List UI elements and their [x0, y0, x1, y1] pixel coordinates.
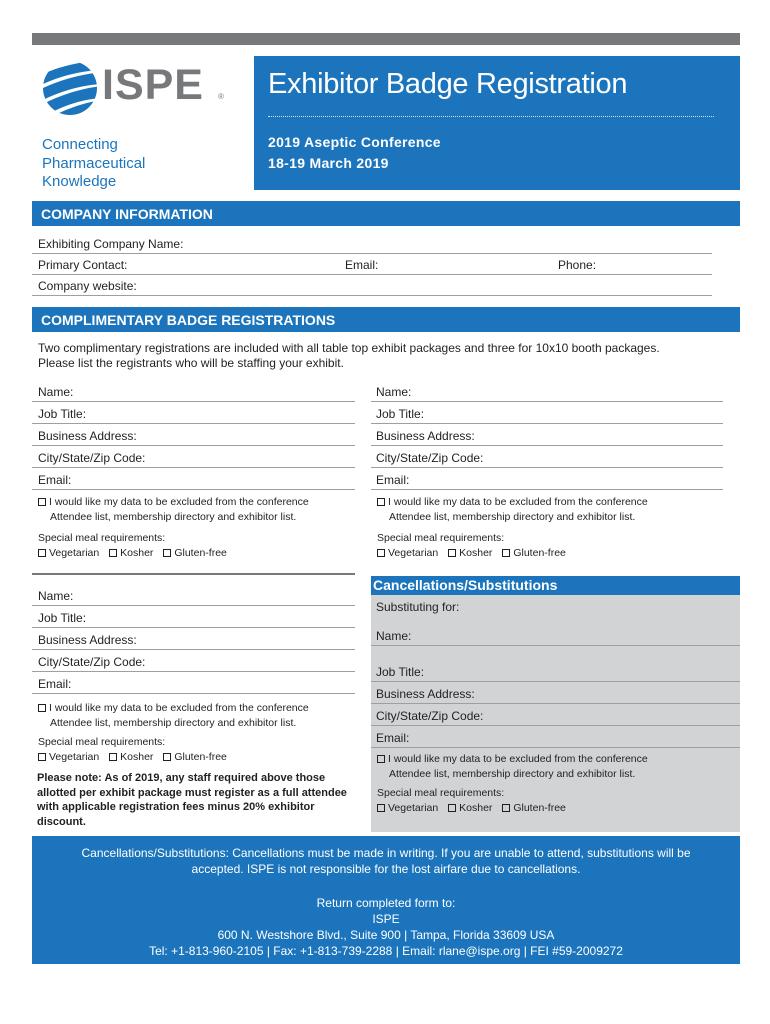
- gluten-free-checkbox[interactable]: [163, 549, 171, 557]
- return-org: ISPE: [372, 912, 400, 926]
- return-contact: Tel: +1-813-960-2105 | Fax: +1-813-739-2288 | Email: rlane@ispe.org | FEI #59-2009272: [149, 944, 623, 958]
- return-info: [32, 895, 740, 959]
- exclude-label: I would like my data to be excluded from the conference: [388, 496, 648, 508]
- kosher-label: Kosher: [120, 750, 154, 763]
- job-title-label: Job Title:: [376, 407, 425, 421]
- meal-label: Special meal requirements:: [377, 787, 505, 799]
- email-label: Email:: [376, 731, 410, 745]
- vegetarian-label: Vegetarian: [49, 750, 100, 763]
- company-section-heading: COMPANY INFORMATION: [32, 201, 740, 226]
- address-label: Business Address:: [376, 687, 475, 701]
- badges-section-heading: COMPLIMENTARY BADGE REGISTRATIONS: [32, 307, 740, 332]
- email-label: Email:: [376, 473, 410, 487]
- company-name-label: Exhibiting Company Name:: [38, 237, 184, 251]
- registrant-1-address[interactable]: [32, 424, 355, 446]
- gluten-free-checkbox[interactable]: [502, 804, 510, 812]
- kosher-label: Kosher: [459, 546, 493, 559]
- policy-line: accepted. ISPE is not responsible for the lost airfare due to cancellations.: [191, 862, 581, 876]
- registrant-2-name[interactable]: [371, 380, 723, 402]
- divider: [268, 116, 714, 117]
- registrant-1-name[interactable]: [32, 380, 355, 402]
- registrant-2-job-title[interactable]: [371, 402, 723, 424]
- registrant-2-city[interactable]: [371, 446, 723, 468]
- registrant-2-meal: [377, 531, 573, 560]
- registrant-2-email[interactable]: [371, 468, 723, 490]
- policy-line: Cancellations/Substitutions: Cancellations must be made in writing. If you are unable to attend, substitutions will be: [81, 846, 691, 860]
- meal-label: Special meal requirements:: [38, 736, 166, 748]
- registrant-3-city[interactable]: [32, 650, 355, 672]
- job-title-label: Job Title:: [38, 611, 87, 625]
- substitute-city[interactable]: [371, 704, 740, 726]
- name-label: Name:: [38, 385, 74, 399]
- address-label: Business Address:: [376, 429, 475, 443]
- company-name-field[interactable]: [32, 232, 712, 254]
- substitute-email[interactable]: [371, 726, 740, 748]
- registrant-1-city[interactable]: [32, 446, 355, 468]
- city-label: City/State/Zip Code:: [38, 451, 146, 465]
- intro-line: Two complimentary registrations are included with all table top exhibit packages and three for 10x10 booth packages.: [38, 341, 660, 355]
- registrant-2-address[interactable]: [371, 424, 723, 446]
- registrant-3-meal: [38, 735, 234, 764]
- tagline: [42, 136, 145, 192]
- name-label: Name:: [38, 589, 74, 603]
- gluten-free-label: Gluten-free: [513, 801, 566, 814]
- tagline-line: Connecting: [42, 136, 118, 153]
- registrant-3-address[interactable]: [32, 628, 355, 650]
- email-label: Email:: [38, 473, 72, 487]
- name-label: Name:: [376, 629, 412, 643]
- company-website-label: Company website:: [38, 279, 137, 293]
- exclude-label-cont: Attendee list, membership directory and exhibitor list.: [50, 716, 297, 729]
- globe-icon: [40, 58, 100, 118]
- registrant-3-divider: [32, 573, 355, 575]
- registrant-3-name[interactable]: [32, 584, 355, 606]
- exclude-label: I would like my data to be excluded from the conference: [49, 496, 309, 508]
- job-title-label: Job Title:: [38, 407, 87, 421]
- cancellation-policy: [32, 845, 740, 877]
- job-title-label: Job Title:: [376, 665, 425, 679]
- exclude-label-cont: Attendee list, membership directory and exhibitor list.: [50, 510, 297, 523]
- vegetarian-checkbox[interactable]: [377, 549, 385, 557]
- tagline-line: Pharmaceutical: [42, 154, 146, 172]
- substitute-address[interactable]: [371, 682, 740, 704]
- address-label: Business Address:: [38, 633, 137, 647]
- kosher-checkbox[interactable]: [448, 549, 456, 557]
- ispe-logo: [40, 58, 240, 118]
- gluten-free-label: Gluten-free: [174, 546, 227, 559]
- header-banner: [254, 56, 740, 190]
- gluten-free-label: Gluten-free: [513, 546, 566, 559]
- email-label: Email:: [345, 258, 379, 272]
- intro-line: Please list the registrants who will be staffing your exhibit.: [38, 356, 344, 370]
- substitute-name[interactable]: [371, 624, 740, 646]
- registrant-3-job-title[interactable]: [32, 606, 355, 628]
- registered-mark: ®: [218, 92, 224, 101]
- exclude-label-cont: Attendee list, membership directory and exhibitor list.: [389, 510, 636, 523]
- city-label: City/State/Zip Code:: [376, 709, 484, 723]
- kosher-checkbox[interactable]: [109, 753, 117, 761]
- vegetarian-label: Vegetarian: [388, 801, 439, 814]
- meal-label: Special meal requirements:: [38, 532, 166, 544]
- logo-wordmark: ISPE: [102, 61, 204, 109]
- return-label: Return completed form to:: [316, 896, 456, 910]
- exclude-checkbox[interactable]: [38, 498, 46, 506]
- gluten-free-checkbox[interactable]: [502, 549, 510, 557]
- registrant-2-exclude: [377, 495, 648, 524]
- exclude-checkbox[interactable]: [377, 755, 385, 763]
- vegetarian-checkbox[interactable]: [38, 549, 46, 557]
- substitution-heading: Cancellations/Substitutions: [371, 576, 740, 595]
- conference-info: [268, 132, 441, 174]
- phone-label: Phone:: [558, 258, 597, 272]
- registrant-1-email[interactable]: [32, 468, 355, 490]
- meal-label: Special meal requirements:: [377, 532, 505, 544]
- gluten-free-label: Gluten-free: [174, 750, 227, 763]
- kosher-checkbox[interactable]: [109, 549, 117, 557]
- registrant-3-exclude: [38, 701, 309, 730]
- primary-contact-row[interactable]: [32, 253, 712, 275]
- kosher-label: Kosher: [459, 801, 493, 814]
- registrant-1-exclude: [38, 495, 309, 524]
- primary-contact-label: Primary Contact:: [38, 258, 128, 272]
- substitute-meal: [377, 786, 573, 815]
- conference-name: 2019 Aseptic Conference: [268, 134, 441, 150]
- substitute-exclude: [377, 752, 648, 781]
- exclude-label-cont: Attendee list, membership directory and exhibitor list.: [389, 767, 636, 780]
- exclude-checkbox[interactable]: [377, 498, 385, 506]
- vegetarian-label: Vegetarian: [388, 546, 439, 559]
- registrant-3-email[interactable]: [32, 672, 355, 694]
- vegetarian-label: Vegetarian: [49, 546, 100, 559]
- kosher-label: Kosher: [120, 546, 154, 559]
- registrant-1-job-title[interactable]: [32, 402, 355, 424]
- footer: [32, 836, 740, 964]
- conference-dates: 18-19 March 2019: [268, 155, 389, 171]
- vegetarian-checkbox[interactable]: [377, 804, 385, 812]
- address-label: Business Address:: [38, 429, 137, 443]
- staff-note: Please note: As of 2019, any staff required above those allotted per exhibit package must register as a full attendee with applicable registration fees minus 20% exhibitor discount.: [37, 772, 347, 828]
- return-address: 600 N. Westshore Blvd., Suite 900 | Tampa, Florida 33609 USA: [217, 928, 555, 942]
- email-label: Email:: [38, 677, 72, 691]
- city-label: City/State/Zip Code:: [376, 451, 484, 465]
- tagline-line: Knowledge: [42, 173, 117, 190]
- substitution-panel: [371, 576, 740, 832]
- exclude-checkbox[interactable]: [38, 704, 46, 712]
- substituting-for-label: Substituting for:: [376, 600, 460, 614]
- gluten-free-checkbox[interactable]: [163, 753, 171, 761]
- city-label: City/State/Zip Code:: [38, 655, 146, 669]
- page-title: Exhibitor Badge Registration: [268, 68, 628, 100]
- kosher-checkbox[interactable]: [448, 804, 456, 812]
- substitute-job-title[interactable]: [371, 660, 740, 682]
- badges-intro: [38, 341, 660, 371]
- exclude-label: I would like my data to be excluded from the conference: [49, 702, 309, 714]
- vegetarian-checkbox[interactable]: [38, 753, 46, 761]
- company-website-field[interactable]: [32, 274, 712, 296]
- top-bar: [32, 33, 740, 45]
- exclude-label: I would like my data to be excluded from the conference: [388, 753, 648, 765]
- registrant-1-meal: [38, 531, 234, 560]
- name-label: Name:: [376, 385, 412, 399]
